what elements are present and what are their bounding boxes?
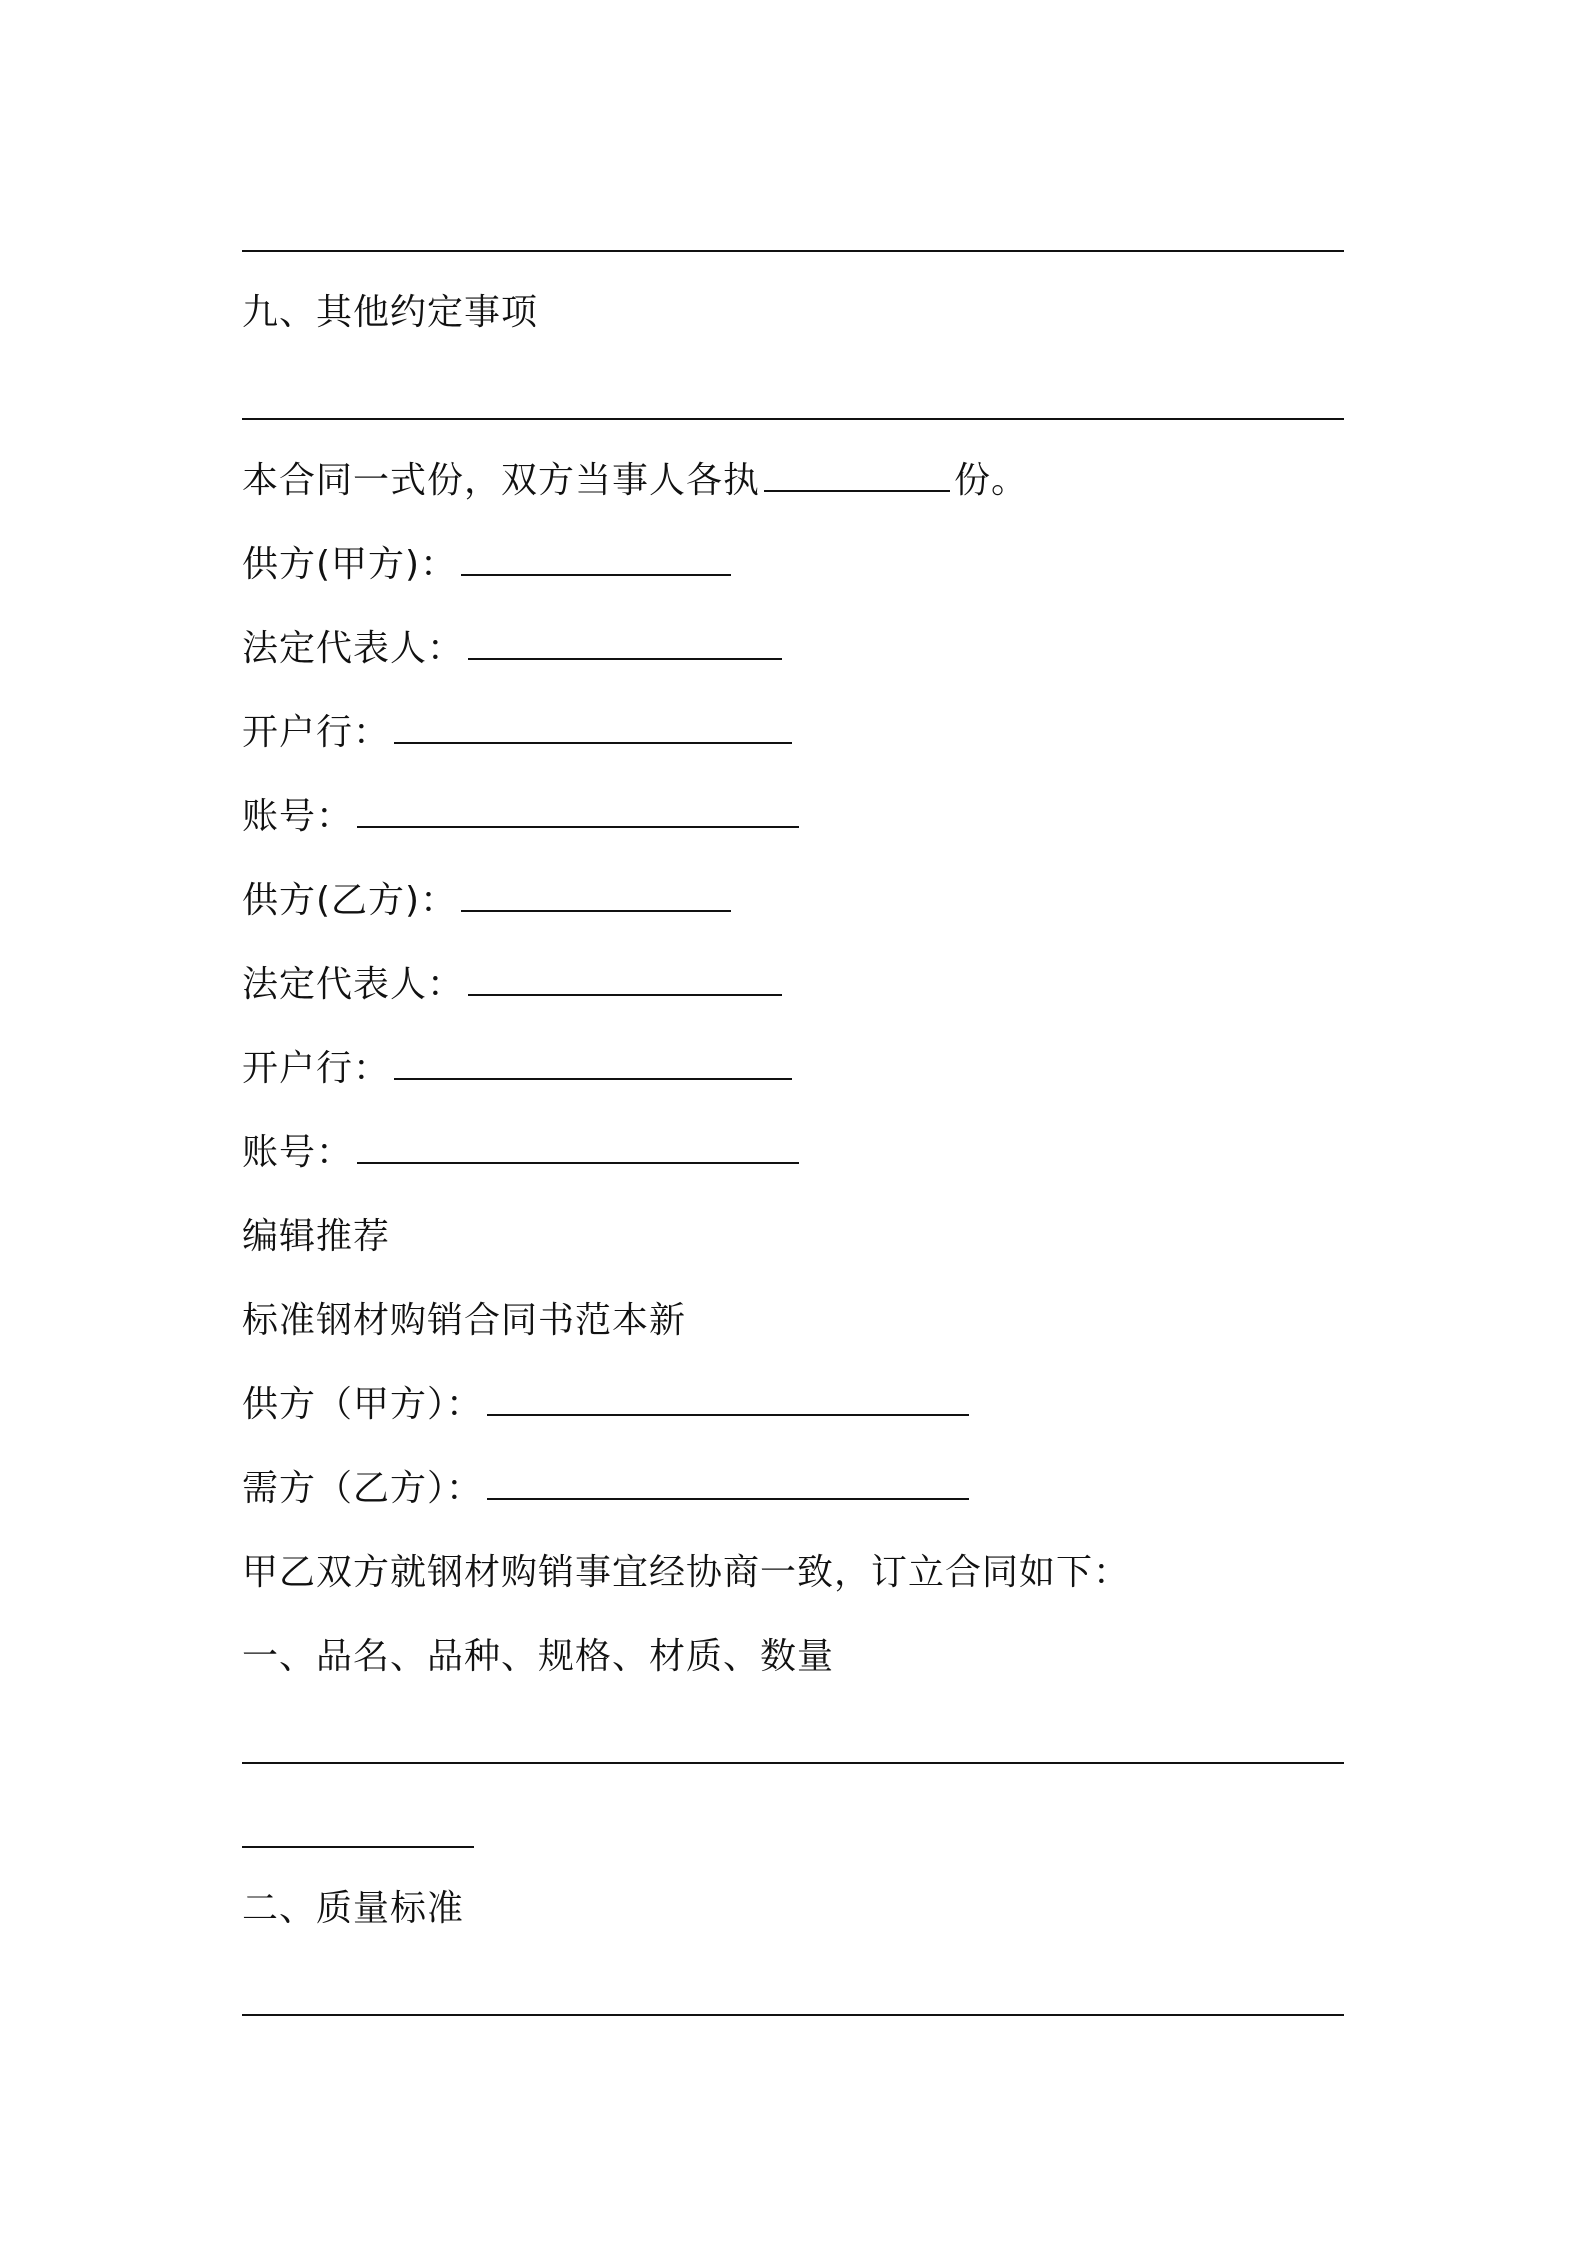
buyer-field	[242, 1464, 973, 1514]
party-b-label: 供方(乙方)：	[242, 880, 458, 921]
party-a-account-blank[interactable]	[357, 796, 799, 828]
supplier-field	[242, 1380, 973, 1430]
party-b-account-field	[242, 1128, 803, 1178]
party-b-account-label: 账号：	[242, 1132, 354, 1173]
section-heading-nine: 九、其他约定事项	[242, 292, 539, 333]
contract-intro: 甲乙双方就钢材购销事宜经协商一致，订立合同如下：	[242, 1552, 1131, 1593]
supplier-blank[interactable]	[487, 1384, 969, 1416]
party-b-rep-blank[interactable]	[468, 964, 782, 996]
party-b-account-blank[interactable]	[357, 1132, 799, 1164]
party-b-rep-label: 法定代表人：	[242, 964, 465, 1005]
copies-prefix: 本合同一式份，双方当事人各执	[242, 460, 761, 501]
fill-line	[242, 418, 1344, 420]
party-b-bank-label: 开户行：	[242, 1048, 391, 1089]
fill-line	[242, 1762, 1344, 1764]
party-a-rep-blank[interactable]	[468, 628, 782, 660]
party-a-bank-blank[interactable]	[394, 712, 792, 744]
clause-one-heading: 一、品名、品种、规格、材质、数量	[242, 1636, 835, 1677]
copies-suffix: 份。	[954, 460, 1029, 501]
party-b-rep-field	[242, 960, 786, 1010]
fill-line	[242, 250, 1344, 252]
buyer-blank[interactable]	[487, 1468, 969, 1500]
party-b-bank-blank[interactable]	[394, 1048, 792, 1080]
party-a-label: 供方(甲方)：	[242, 544, 458, 585]
recommend-title: 标准钢材购销合同书范本新	[242, 1300, 687, 1341]
recommend-label: 编辑推荐	[242, 1216, 391, 1257]
buyer-label: 需方（乙方）：	[242, 1468, 484, 1509]
party-a-bank-label: 开户行：	[242, 712, 391, 753]
supplier-label: 供方（甲方）：	[242, 1384, 484, 1425]
copies-blank[interactable]	[764, 460, 950, 492]
party-a-blank[interactable]	[461, 544, 731, 576]
clause-two-heading: 二、质量标准	[242, 1888, 465, 1929]
party-a-rep-field	[242, 624, 786, 674]
party-b-bank-field	[242, 1044, 796, 1094]
fill-line	[242, 2014, 1344, 2016]
party-a-bank-field	[242, 708, 796, 758]
party-a-account-label: 账号：	[242, 796, 354, 837]
fill-line	[242, 1846, 474, 1848]
party-b-blank[interactable]	[461, 880, 731, 912]
party-a-account-field	[242, 792, 803, 842]
party-a-rep-label: 法定代表人：	[242, 628, 465, 669]
party-b-field	[242, 876, 735, 926]
party-a-field	[242, 540, 735, 590]
copies-sentence	[242, 456, 1028, 506]
